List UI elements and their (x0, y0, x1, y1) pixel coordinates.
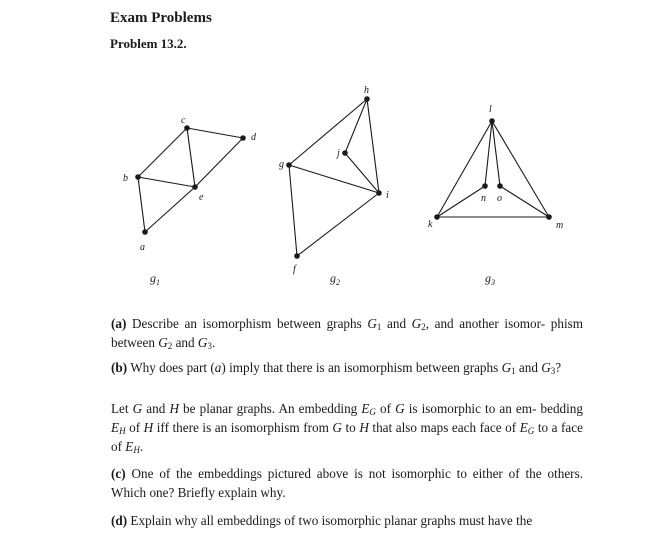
edge-g-i (289, 165, 379, 193)
graph-label-g3: $g_3$ (485, 271, 495, 287)
label-h: h (364, 85, 369, 96)
vertex-g (286, 162, 292, 168)
part-a-text: (a) Describe an isomorphism between graphs $G_1$ and $G_2$, and another isomor- phism between $G_2$ and $G_3$. (111, 316, 584, 351)
edge-c-d (187, 128, 243, 138)
edge-b-e (138, 177, 195, 187)
edge-g-f (289, 165, 297, 256)
vertex-b (135, 174, 141, 180)
label-m: m (556, 220, 564, 231)
vertex-n (482, 183, 488, 189)
vertex-m (546, 214, 552, 220)
label-i: i (386, 190, 389, 201)
vertex-h (364, 96, 370, 102)
part-b-label: (b) (111, 360, 128, 375)
edge-h-i (367, 99, 379, 193)
edge-o-m (500, 186, 549, 217)
label-d: d (251, 132, 256, 143)
edge-a-b (138, 177, 145, 232)
graph-label-g1: $g_1$ (150, 271, 160, 287)
part-d-label: (d) (111, 513, 128, 528)
edge-b-c (138, 128, 187, 177)
label-b: b (123, 173, 128, 184)
vertex-k (434, 214, 440, 220)
vertex-e (192, 184, 198, 190)
edge-k-n (437, 186, 485, 217)
part-c-text: (c) One of the embeddings pictured above is not isomorphic to either of the others. Which one? Briefly explain why. (111, 466, 584, 500)
label-c: c (181, 115, 186, 126)
label-o: o (497, 193, 502, 204)
vertex-j (342, 150, 348, 156)
graph-g2 (289, 99, 379, 256)
edge-h-j (345, 99, 367, 153)
graph-g1 (138, 128, 243, 232)
edge-l-o (492, 121, 500, 186)
part-b-text: (b) Why does part (a) imply that there is an isomorphism between graphs $G_1$ and $G_3$? (111, 360, 562, 376)
edge-e-d (195, 138, 243, 187)
edge-c-e (187, 128, 195, 187)
vertex-d (240, 135, 246, 141)
label-n: n (481, 193, 486, 204)
edge-f-i (297, 193, 379, 256)
part-d-text: (d) Explain why all embeddings of two isomorphic planar graphs must have the (111, 513, 533, 528)
problem-title: Problem 13.2. (110, 36, 187, 51)
section-title: Exam Problems (110, 10, 212, 26)
graph-g1-vertices (135, 125, 246, 235)
edge-g-h (289, 99, 367, 165)
vertex-i (376, 190, 382, 196)
label-f: f (293, 264, 296, 275)
vertex-c (184, 125, 190, 131)
label-e: e (199, 192, 204, 203)
part-c-label: (c) (111, 466, 126, 481)
label-a: a (140, 242, 145, 253)
vertex-l (489, 118, 495, 124)
label-g: g (279, 159, 284, 170)
graph-g2-vertices (286, 96, 382, 259)
edge-a-e (145, 187, 195, 232)
vertex-o (497, 183, 503, 189)
graph-g3 (437, 121, 549, 217)
graph-label-g2: $g_2$ (330, 271, 340, 287)
vertex-a (142, 229, 148, 235)
edge-j-i (345, 153, 379, 193)
label-j: j (337, 148, 340, 159)
vertex-f (294, 253, 300, 259)
definition-text: Let G and H be planar graphs. An embedding $E_G$ of G is isomorphic to an em- bedding $E_H$ of H iff there is an isomorphism from G to H that also maps each face of $E_G$ to a face of $E_H$. (111, 401, 583, 455)
part-a-label: (a) (111, 316, 127, 331)
label-l: l (489, 104, 492, 115)
label-k: k (428, 219, 433, 230)
